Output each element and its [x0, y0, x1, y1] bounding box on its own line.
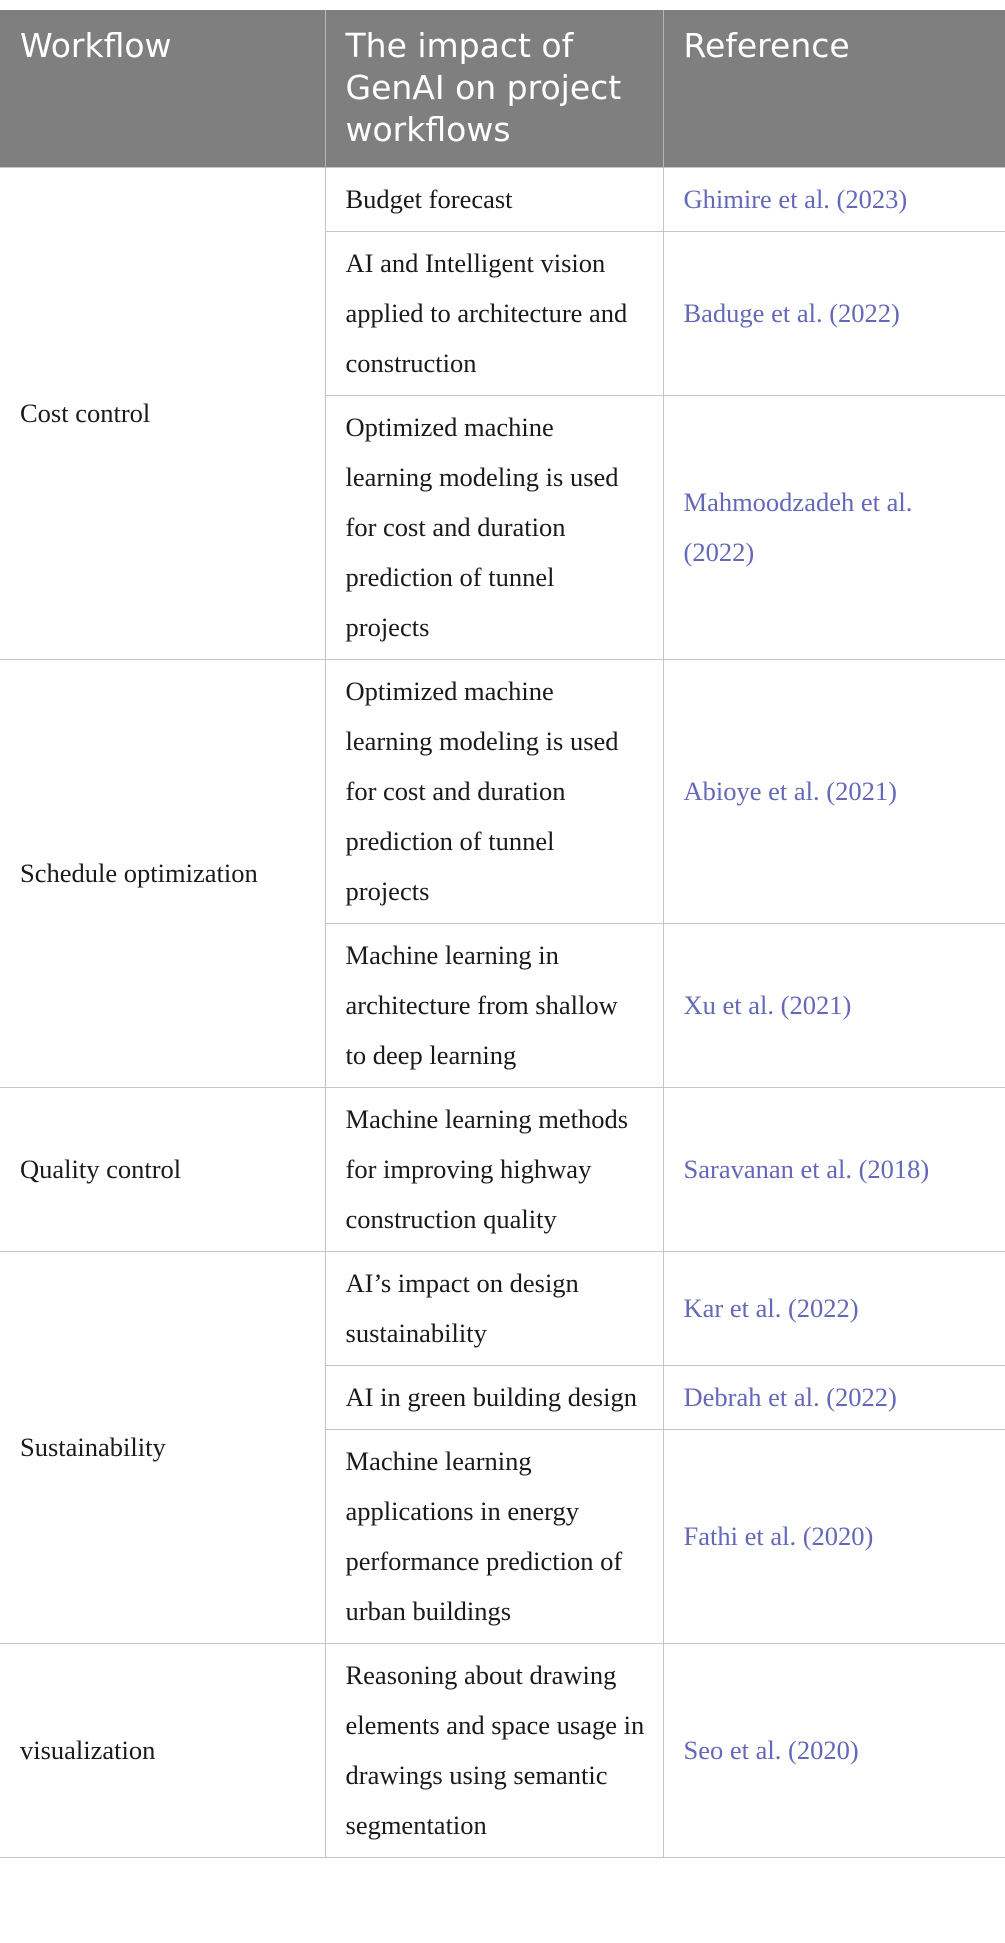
table-row [0, 1252, 1005, 1366]
reference-link[interactable]: Abioye et al. (2021) [663, 660, 1005, 924]
workflow-cell: visualization [0, 1644, 325, 1858]
reference-link[interactable]: Kar et al. (2022) [663, 1252, 1005, 1366]
reference-link[interactable]: Mahmoodzadeh et al. (2022) [663, 396, 1005, 660]
workflow-cell: Quality control [0, 1088, 325, 1252]
table-row [0, 1644, 1005, 1858]
impact-cell: AI and Intelligent vision applied to architecture and construction [325, 232, 663, 396]
impact-cell: Machine learning in architecture from shallow to deep learning [325, 924, 663, 1088]
impact-cell: Optimized machine learning modeling is used for cost and duration prediction of tunnel projects [325, 396, 663, 660]
reference-link[interactable]: Saravanan et al. (2018) [663, 1088, 1005, 1252]
header-workflow: Workflow [0, 10, 325, 168]
reference-link[interactable]: Seo et al. (2020) [663, 1644, 1005, 1858]
table-row [0, 168, 1005, 232]
header-row [0, 10, 1005, 168]
workflow-cell: Sustainability [0, 1252, 325, 1644]
reference-link[interactable]: Debrah et al. (2022) [663, 1366, 1005, 1430]
workflow-cell: Schedule optimization [0, 660, 325, 1088]
table-row [0, 660, 1005, 924]
reference-link[interactable]: Fathi et al. (2020) [663, 1430, 1005, 1644]
reference-link[interactable]: Ghimire et al. (2023) [663, 168, 1005, 232]
reference-link[interactable]: Xu et al. (2021) [663, 924, 1005, 1088]
header-impact: The impact of GenAI on project workflows [325, 10, 663, 168]
impact-cell: Machine learning applications in energy performance prediction of urban buildings [325, 1430, 663, 1644]
workflow-cell: Cost control [0, 168, 325, 660]
impact-cell: Optimized machine learning modeling is used for cost and duration prediction of tunnel projects [325, 660, 663, 924]
genai-workflow-table [0, 10, 1005, 1858]
header-reference: Reference [663, 10, 1005, 168]
impact-cell: AI’s impact on design sustainability [325, 1252, 663, 1366]
table-row [0, 1088, 1005, 1252]
impact-cell: Budget forecast [325, 168, 663, 232]
reference-link[interactable]: Baduge et al. (2022) [663, 232, 1005, 396]
impact-cell: Machine learning methods for improving highway construction quality [325, 1088, 663, 1252]
impact-cell: Reasoning about drawing elements and space usage in drawings using semantic segmentation [325, 1644, 663, 1858]
impact-cell: AI in green building design [325, 1366, 663, 1430]
